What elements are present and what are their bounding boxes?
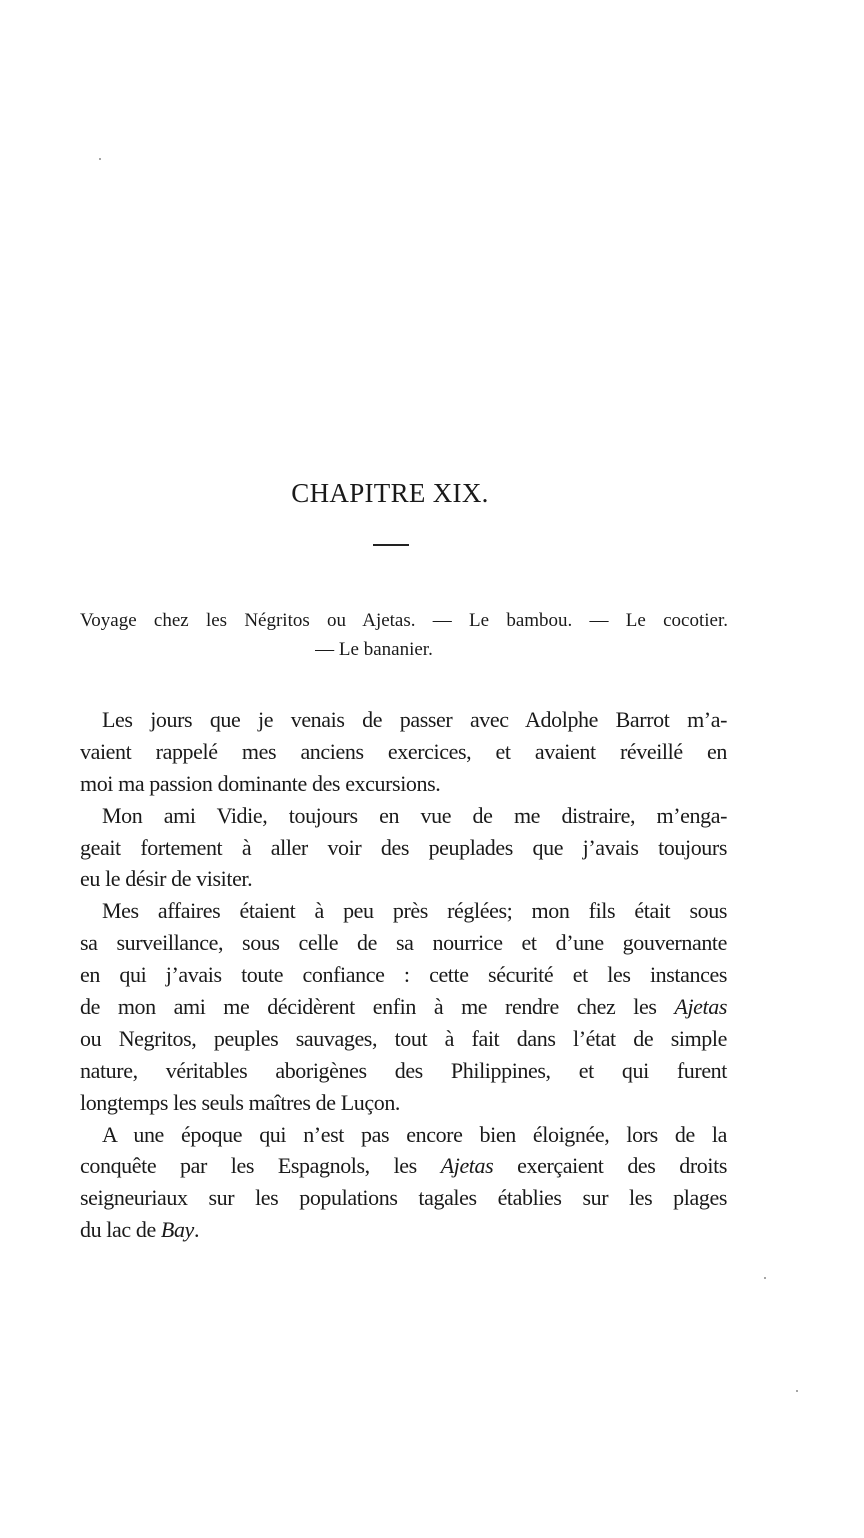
chapter-title: CHAPITRE XIX. — [291, 478, 489, 508]
text-line: seigneuriaux sur les populations tagales établies sur les plages — [80, 1185, 727, 1211]
text-segment: conquête par les Espagnols, les — [80, 1153, 417, 1179]
text-line: geait fortement à aller voir des peuplades que j’avais toujours — [80, 834, 727, 860]
italic-term: Ajetas — [674, 994, 727, 1020]
text-line: nature, véritables aborigènes des Philippines, et qui furent — [80, 1057, 727, 1083]
text-line: Les jours que je venais de passer avec Adolphe Barrot m’a- — [102, 707, 727, 732]
text-segment: exerçaient des droits — [517, 1153, 727, 1179]
summary-line: — Le bananier. — [315, 639, 433, 660]
scan-speck — [796, 1390, 798, 1392]
text-line: sa surveillance, sous celle de sa nourrice et d’une gouvernante — [80, 930, 727, 956]
text-line: A une époque qui n’est pas encore bien éloignée, lors de la — [102, 1121, 727, 1147]
chapter-summary — [80, 606, 728, 664]
text-line: Mon ami Vidie, toujours en vue de me distraire, m’enga- — [102, 802, 727, 828]
italic-term: Ajetas — [440, 1153, 494, 1179]
summary-line: Voyage chez les Négritos ou Ajetas. — Le bambou. — Le cocotier. — [80, 610, 728, 631]
chapter-body — [80, 704, 727, 1246]
text-line — [80, 991, 727, 1023]
text-segment: de mon ami me décidèrent enfin à me rendre chez les — [80, 994, 657, 1020]
text-line: vaient rappelé mes anciens exercices, et avaient réveillé en — [80, 738, 727, 764]
scan-speck — [764, 1277, 766, 1279]
text-line: eu le désir de visiter. — [80, 866, 253, 892]
text-line: ou Negritos, peuples sauvages, tout à fait dans l’état de simple — [80, 1025, 727, 1051]
text-line: Mes affaires étaient à peu près réglées; mon fils était sous — [102, 898, 727, 924]
scan-speck — [99, 158, 101, 160]
text-line — [80, 1150, 727, 1182]
text-segment: du lac de — [80, 1217, 156, 1243]
text-line: en qui j’avais toute confiance : cette sécurité et les instances — [80, 962, 727, 988]
text-segment: . — [193, 1217, 200, 1243]
title-divider — [373, 544, 409, 546]
italic-term: Bay — [160, 1217, 194, 1243]
text-line: moi ma passion dominante des excursions. — [80, 770, 441, 796]
text-line: longtemps les seuls maîtres de Luçon. — [80, 1089, 401, 1115]
text-line — [80, 1214, 727, 1246]
